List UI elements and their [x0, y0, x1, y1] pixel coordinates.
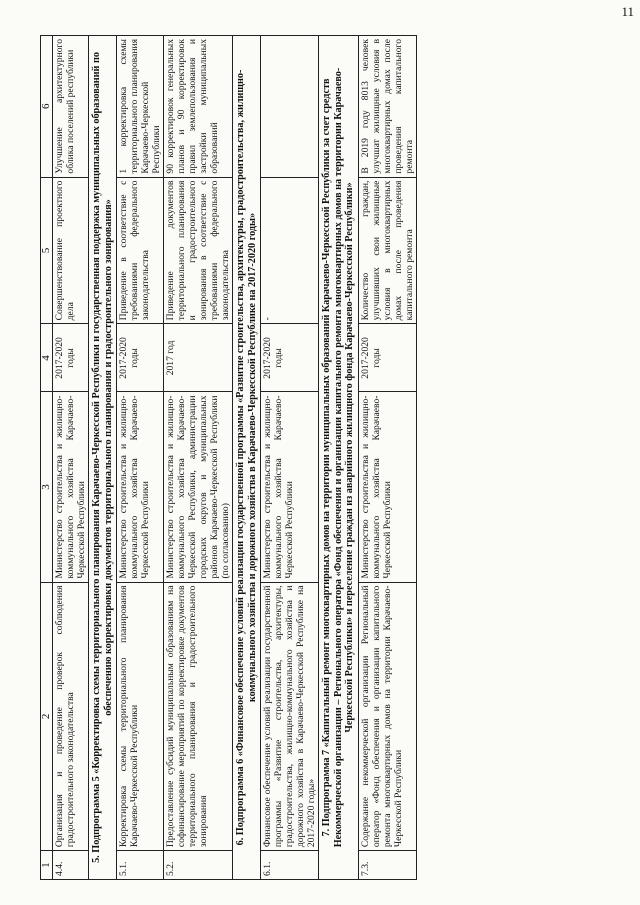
header-cell: 6: [41, 36, 53, 178]
program-measures-table: [40, 35, 417, 880]
period-cell: 2017 год: [164, 324, 233, 392]
row-number: 6.1.: [261, 851, 319, 880]
effect-cell: 1 корректировка схемы территориального планирования Карачаево-Черкесской Республики: [117, 36, 164, 178]
measure-cell: Предоставление субсидий муниципальным образованиям на софинансирование мероприятий по корректировке документов территориального планирования и градостроительного зонирования: [164, 582, 233, 851]
header-cell: 4: [41, 324, 53, 392]
section-heading-row: [319, 36, 359, 880]
effect-cell: Улучшение архитектурного облика поселений республики: [53, 36, 89, 178]
period-cell: 2017-2020 годы: [117, 324, 164, 392]
header-cell: 2: [41, 582, 53, 851]
effect-cell: В 2019 году 8013 человек улучшат жилищные условия в многоквартирных домах после проведения капитального ремонта: [358, 36, 416, 178]
row-number: 5.1.: [117, 851, 164, 880]
header-cell: 1: [41, 851, 53, 880]
rotated-table-wrapper: [40, 35, 615, 880]
page-number: 11: [621, 4, 634, 19]
row-number: 7.3.: [358, 851, 416, 880]
result-cell: Приведение в соответствие с требованиями федерального законодательства: [117, 177, 164, 324]
executor-cell: Министерство строительства и жилищно-коммунального хозяйства Карачаево-Черкесской Республики: [117, 392, 164, 582]
executor-cell: Министерство строительства и жилищно-коммунального хозяйства Карачаево-Черкесской Республики: [261, 392, 319, 582]
table-row: [117, 36, 164, 880]
section-heading: 7. Подпрограмма 7 «Капитальный ремонт многоквартирных домов на территории муниципальных образований Карачаево-Черкесской Республики за счет средств Некоммерческой организации – Регионального оператора «Фонд обеспечения и организации капитального ремонта многоквартирных домов на территории Карачаево-Черкесской Республики» и переселение граждан из аварийного жилищного фонда Карачаево-Черкесской Республики»: [319, 36, 359, 880]
result-cell: Приведение документов территориального планирования и градостроительного зонирования в соответствие с требованиями федерального законодательства: [164, 177, 233, 324]
executor-cell: Министерство строительства и жилищно-коммунального хозяйства Карачаево-Черкесской Республики: [358, 392, 416, 582]
period-cell: 2017-2020 годы: [261, 324, 319, 392]
table-row: [164, 36, 233, 880]
section-heading-row: [233, 36, 261, 880]
measure-cell: Организация и проведение проверок соблюдения градостроительного законодательства: [53, 582, 89, 851]
result-cell: Количество граждан, улучшивших свои жилищные условия в многоквартирных домах после проведения капитального ремонта: [358, 177, 416, 324]
header-cell: 5: [41, 177, 53, 324]
executor-cell: Министерство строительства и жилищно-коммунального хозяйства Карачаево-Черкесской Республики, администрации городских округов и муниципальных районов Карачаево-Черкесской Республики (по согласованию): [164, 392, 233, 582]
table-row: [358, 36, 416, 880]
executor-cell: Министерство строительства и жилищно-коммунального хозяйства Карачаево-Черкесской Республики: [53, 392, 89, 582]
measure-cell: Финансовое обеспечение условий реализации государственной программы «Развитие строительства, архитектуры, градостроительства, жилищно-коммунального хозяйства и дорожного хозяйства в Карачаево-Черкесской Республике на 2017-2020 годы»: [261, 582, 319, 851]
measure-cell: Содержание некоммерческой организации Региональный оператор «Фонд обеспечения и организации капитального ремонта многоквартирных домов на территории Карачаево-Черкесской Республики: [358, 582, 416, 851]
period-cell: 2017-2020 годы: [358, 324, 416, 392]
section-heading: 5. Подпрограмма 5 «Корректировка схемы территориального планирования Карачаево-Черкесской Республики и государственная поддержка муниципальных образований по обеспечению корректировки документов территориального планирования и градостроительного зонирования»: [89, 36, 117, 880]
table-row: [261, 36, 319, 880]
result-cell: -: [261, 177, 319, 324]
header-cell: 3: [41, 392, 53, 582]
result-cell: Совершенствование проектного дела: [53, 177, 89, 324]
table-row: [53, 36, 89, 880]
effect-cell: 90 корректировок генеральных планов и 90 корректировок правил землепользования и застройки муниципальных образований: [164, 36, 233, 178]
effect-cell: [261, 36, 319, 178]
section-heading: 6. Подпрограмма 6 «Финансовое обеспечение условий реализации государственной программы «Развитие строительства, архитектуры, градостроительства, жилищно-коммунального хозяйства и дорожного хозяйства в Карачаево-Черкесской Республике на 2017-2020 годы»: [233, 36, 261, 880]
section-heading-row: [89, 36, 117, 880]
row-number: 4.4.: [53, 851, 89, 880]
period-cell: 2017-2020 годы: [53, 324, 89, 392]
table-body: [41, 36, 417, 880]
measure-cell: Корректировка схемы территориального планирования Карачаево-Черкесской Республики: [117, 582, 164, 851]
row-number: 5.2.: [164, 851, 233, 880]
header-row: [41, 36, 53, 880]
